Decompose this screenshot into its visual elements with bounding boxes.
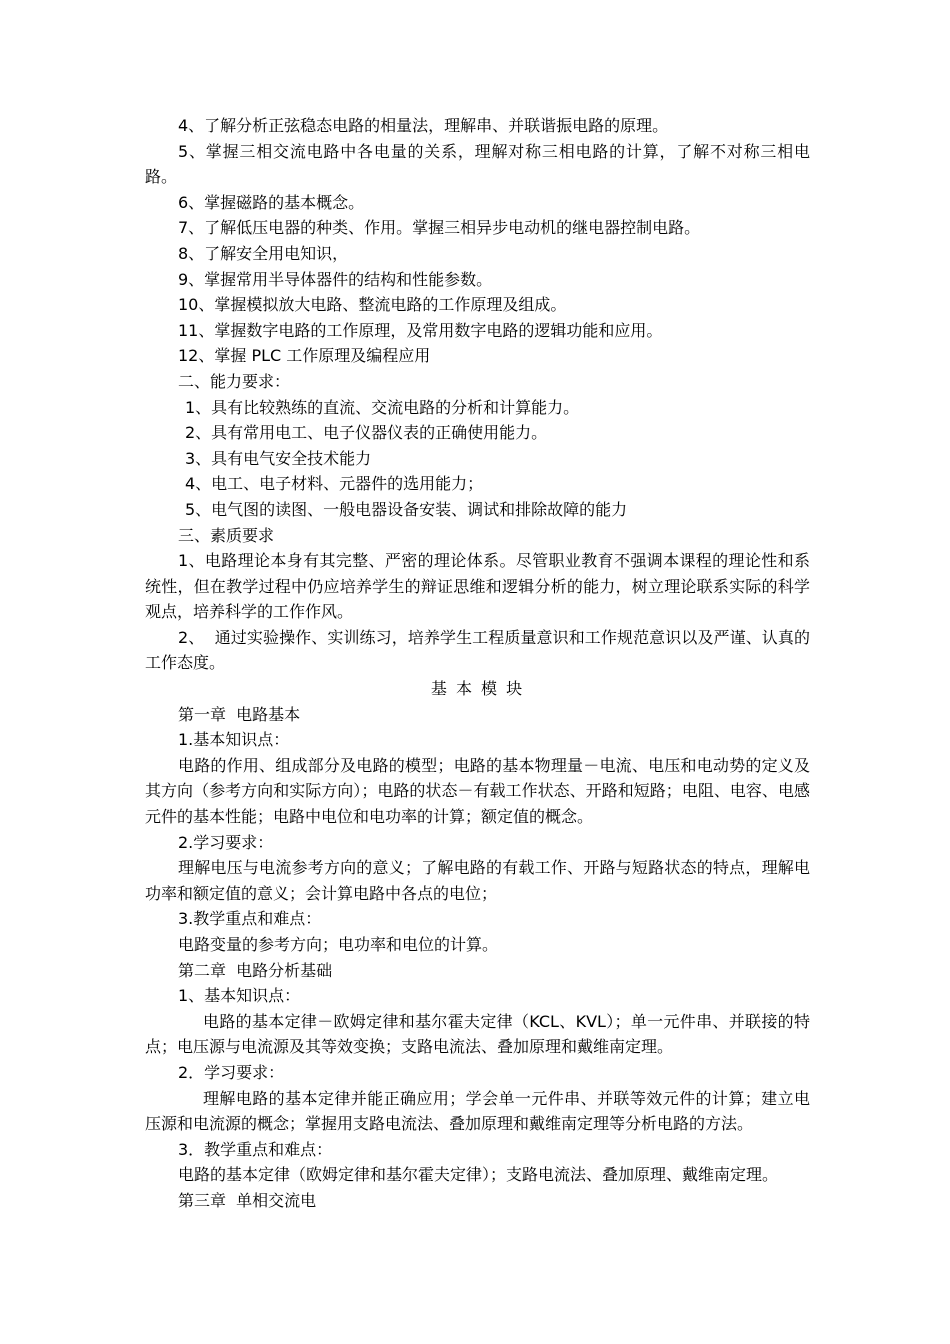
paragraph: 6、掌握磁路的基本概念。	[178, 192, 365, 212]
paragraph: 1、电路理论本身有其完整、严密的理论体系。尽管职业教育不强调本课程的理论性和系统性，但在教学过程中仍应培养学生的辩证思维和逻辑分析的能力，树立理论联系实际的科学观点，培养科学的工作作风。	[145, 551, 810, 622]
paragraph: 2、具有常用电工、电子仪器仪表的正确使用能力。	[185, 423, 548, 443]
paragraph: 第一章 电路基本	[178, 704, 301, 724]
paragraph: 7、了解低压电器的种类、作用。掌握三相异步电动机的继电器控制电路。	[178, 218, 701, 238]
paragraph: 理解电路的基本定律并能正确应用；学会单一元件串、并联等效元件的计算；建立电压源和电流源的概念；掌握用支路电流法、叠加原理和戴维南定理等分析电路的方法。	[145, 1088, 810, 1134]
paragraph: 3．教学重点和难点：	[178, 1139, 333, 1159]
paragraph: 3、具有电气安全技术能力	[185, 448, 372, 468]
paragraph: 1、基本知识点：	[178, 986, 301, 1006]
paragraph: 4、电工、电子材料、元器件的选用能力；	[185, 474, 484, 494]
paragraph: 电路的作用、组成部分及电路的模型；电路的基本物理量－电流、电压和电动势的定义及其方向（参考方向和实际方向）；电路的状态－有载工作状态、开路和短路；电阻、电容、电感元件的基本性能；电路中电位和电功率的计算；额定值的概念。	[145, 755, 810, 827]
paragraph: 1、具有比较熟练的直流、交流电路的分析和计算能力。	[185, 397, 580, 417]
paragraph: 10、掌握模拟放大电路、整流电路的工作原理及组成。	[178, 295, 567, 315]
paragraph: 理解电压与电流参考方向的意义；了解电路的有载工作、开路与短路状态的特点，理解电功率和额定值的意义；会计算电路中各点的电位；	[145, 858, 810, 903]
paragraph: 4、了解分析正弦稳态电路的相量法，理解串、并联谐振电路的原理。	[178, 116, 669, 135]
paragraph: 第二章 电路分析基础	[178, 960, 333, 980]
paragraph: 3.教学重点和难点：	[178, 909, 322, 929]
paragraph: 2、 通过实验操作、实训练习，培养学生工程质量意识和工作规范意识以及严谨、认真的工作态度。	[145, 627, 810, 673]
paragraph: 12、掌握 PLC 工作原理及编程应用	[178, 346, 431, 366]
paragraph: 9、掌握常用半导体器件的结构和性能参数。	[178, 269, 493, 289]
paragraph: 二、能力要求：	[178, 371, 291, 391]
paragraph: 1.基本知识点：	[178, 730, 290, 750]
paragraph: 电路变量的参考方向；电功率和电位的计算。	[178, 935, 499, 954]
paragraph: 11、掌握数字电路的工作原理，及常用数字电路的逻辑功能和应用。	[178, 320, 663, 340]
paragraph: 电路的基本定律（欧姆定律和基尔霍夫定律）；支路电流法、叠加原理、戴维南定理。	[178, 1165, 779, 1185]
paragraph: 2．学习要求：	[178, 1062, 285, 1082]
paragraph: 8、了解安全用电知识，	[178, 243, 349, 263]
paragraph: 三、素质要求	[178, 525, 275, 545]
paragraph: 5、掌握三相交流电路中各电量的关系，理解对称三相电路的计算，了解不对称三相电路。	[145, 141, 810, 187]
paragraph: 第三章 单相交流电	[178, 1190, 317, 1210]
paragraph: 电路的基本定律－欧姆定律和基尔霍夫定律（KCL、KVL）；单一元件串、并联接的特点；电压源与电流源及其等效变换；支路电流法、叠加原理和戴维南定理。	[145, 1011, 810, 1057]
paragraph: 5、电气图的读图、一般电器设备安装、调试和排除故障的能力	[185, 499, 628, 519]
section-heading: 基 本 模 块	[430, 679, 525, 699]
paragraph: 2.学习要求：	[178, 832, 274, 852]
